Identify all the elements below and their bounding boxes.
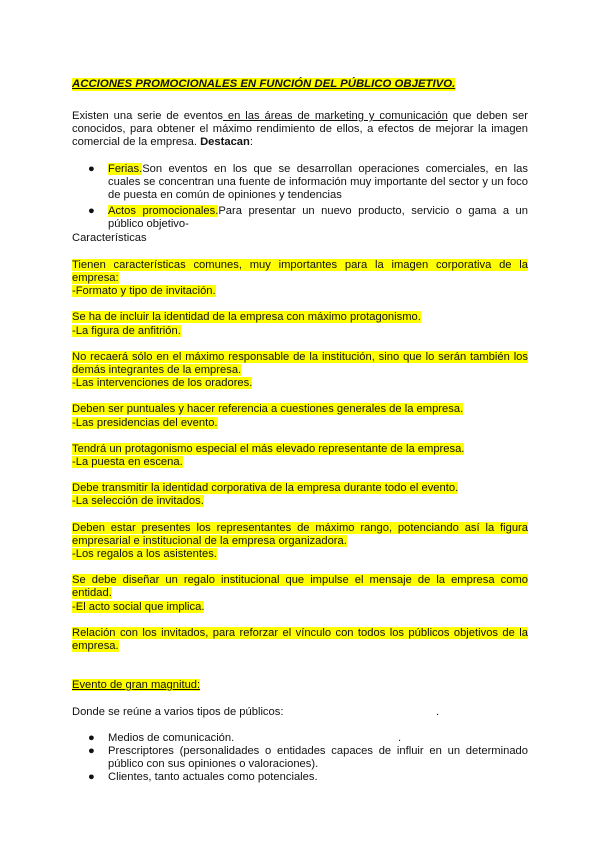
block-line: -La figura de anfitrión. [72, 324, 181, 337]
block-line: Deben estar presentes los representantes de máximo rango, potenciando así la figura empresarial e institucional de la empresa organizadora. [72, 521, 528, 547]
intro-underlined: en las áreas de marketing y comunicación [222, 110, 448, 122]
block-line: Tendrá un protagonismo especial el más elevado representante de la empresa. [72, 442, 465, 455]
list-item-medios [72, 732, 528, 745]
bullet-icon: ● [88, 731, 95, 744]
characteristic-block [72, 522, 528, 562]
block-line: -El acto social que implica. [72, 600, 205, 613]
list-item-clientes [72, 771, 528, 784]
publico-text: Prescriptores (personalidades o entidades capaces de influir en un determinado público con sus opiniones o valoraciones). [108, 744, 528, 771]
bullet-icon: ● [88, 744, 95, 757]
bullet-icon: ● [88, 771, 95, 784]
block-line: -Las presidencias del evento. [72, 416, 218, 429]
block-line: No recaerá sólo en el máximo responsable de la institución, sino que lo serán también los demás integrantes de la empresa. [72, 350, 528, 377]
characteristic-block [72, 627, 528, 653]
publico-trail: . [398, 731, 402, 744]
publicos-intro-dot: . [436, 705, 440, 718]
characteristic-block [72, 443, 528, 469]
block-line: Deben ser puntuales y hacer referencia a cuestiones generales de la empresa. [72, 403, 464, 416]
bullet-icon: ● [88, 205, 95, 218]
list-item-ferias [72, 163, 528, 203]
event-type-list [72, 163, 528, 232]
text-ferias: Son eventos en los que se desarrollan operaciones comerciales, en las cuales se concentran una fuente de información muy importante del sector y un foco de puesta en común de opiniones y tendencias [108, 162, 528, 202]
block-line: -La puesta en escena. [72, 456, 183, 469]
characteristic-block [72, 574, 528, 614]
list-item-prescriptores [72, 745, 528, 771]
term-actos: Actos promocionales. [108, 205, 219, 218]
text-actos: Para presentar un nuevo producto, servicio o gama a un público objetivo- [108, 205, 528, 231]
block-line: Se debe diseñar un regalo institucional que impulse el mensaje de la empresa como entidad. [72, 574, 528, 600]
intro-paragraph [72, 110, 528, 150]
block-line: Tienen características comunes, muy importantes para la imagen corporativa de la empresa: [72, 258, 528, 285]
intro-colon: : [249, 136, 253, 149]
intro-text-1: Existen una serie de eventos [72, 110, 223, 122]
block-line: -Los regalos a los asistentes. [72, 548, 217, 561]
publicos-intro-text: Donde se reúne a varios tipos de públicos: [72, 705, 284, 718]
block-line: -Formato y tipo de invitación. [72, 285, 216, 298]
publico-text: Clientes, tanto actuales como potenciales. [108, 771, 318, 784]
intro-bold: Destacan [200, 136, 250, 149]
block-line: -La selección de invitados. [72, 495, 204, 508]
publico-text: Medios de comunicación. [108, 731, 235, 744]
characteristic-block [72, 311, 528, 337]
document-page [72, 78, 528, 785]
characteristics-blocks [72, 259, 528, 653]
block-line: Relación con los invitados, para reforzar el vínculo con todos los públicos objetivos de la empresa. [72, 626, 528, 653]
characteristic-block [72, 351, 528, 391]
publicos-list [72, 732, 528, 785]
bullet-icon: ● [88, 162, 95, 175]
gran-magnitud-heading: Evento de gran magnitud: [72, 679, 201, 692]
caracteristicas-heading: Características [72, 231, 147, 244]
characteristic-block [72, 259, 528, 299]
document-title: ACCIONES PROMOCIONALES EN FUNCIÓN DEL PÚBLICO OBJETIVO. [72, 78, 456, 90]
block-line: -Las intervenciones de los oradores. [72, 377, 253, 390]
term-ferias: Ferias. [108, 162, 143, 175]
intro-text-2: que deben ser conocidos, para obtener el máximo rendimiento de ellos, a efectos de mejorar la imagen comercial de la empresa. [72, 110, 528, 149]
publicos-intro [72, 706, 528, 719]
list-item-actos [72, 205, 528, 231]
characteristic-block [72, 403, 528, 429]
block-line: Debe transmitir la identidad corporativa de la empresa durante todo el evento. [72, 482, 459, 495]
block-line: Se ha de incluir la identidad de la empresa con máximo protagonismo. [72, 311, 421, 324]
characteristic-block [72, 482, 528, 508]
